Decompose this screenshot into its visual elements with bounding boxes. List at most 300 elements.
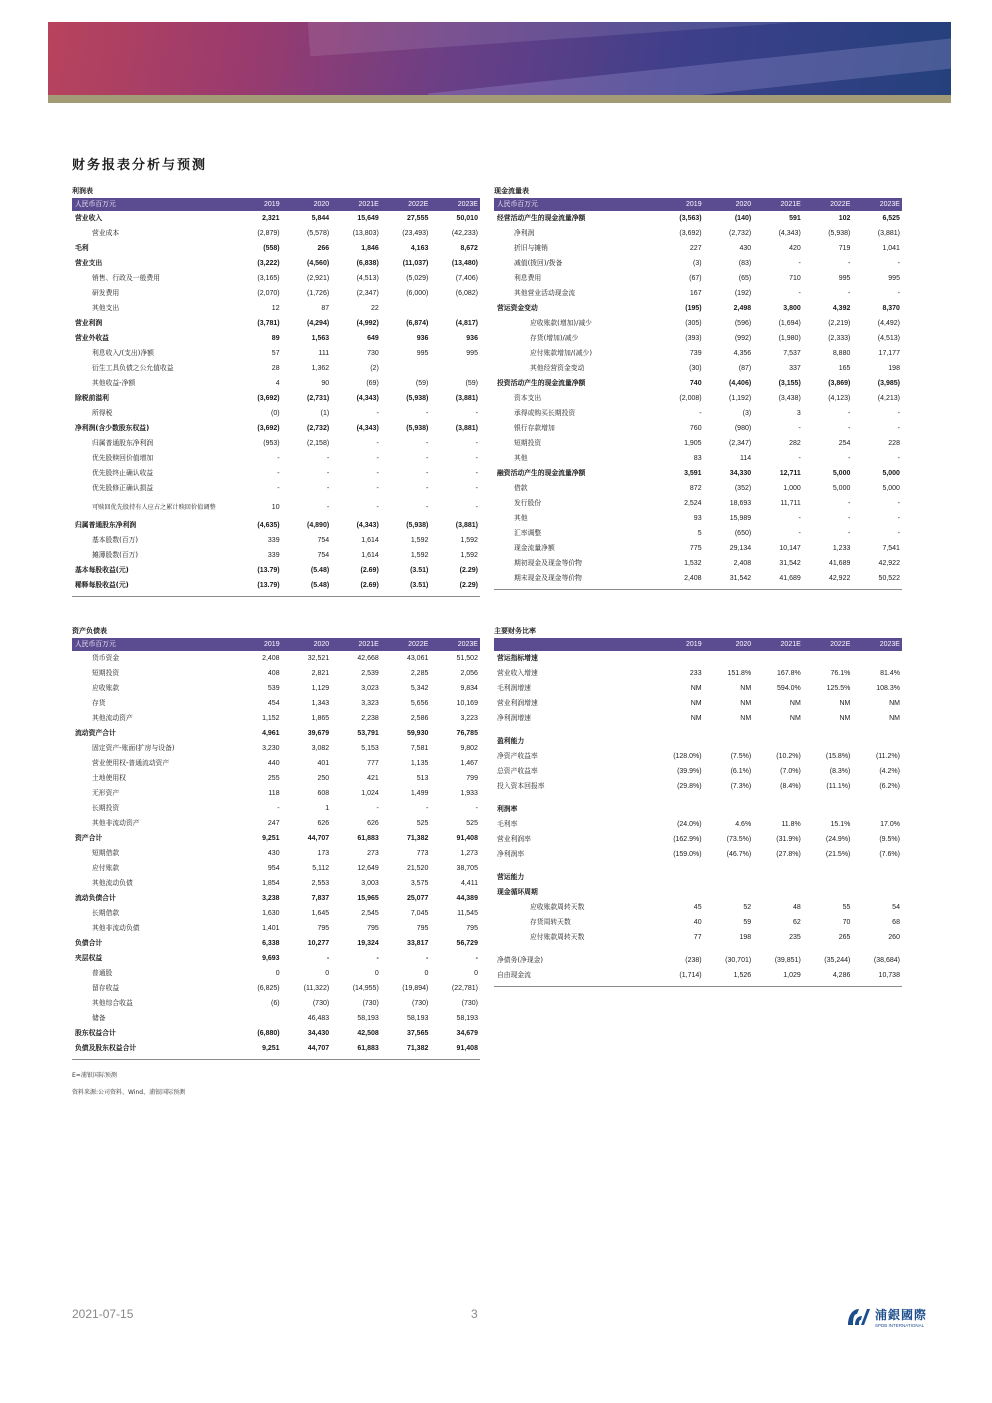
cell-value: (73.5%) [726,836,752,843]
cell-value: (3,438) [778,395,801,402]
cell-value: 626 [367,820,379,827]
cell-value: 8,880 [832,350,851,357]
table-row [72,578,480,593]
cell-value: 2,408 [733,560,752,567]
cell-value: 1,135 [410,760,429,767]
cell-value: (4,492) [877,320,900,327]
cell-value: 91,408 [456,835,478,842]
notes [72,1067,185,1101]
cell-value: 337 [789,365,801,372]
cell-value: 4,163 [410,245,429,252]
cell-value: 1,029 [783,972,801,979]
cell-value: 430 [267,850,280,857]
income-statement-panel [72,184,480,597]
cell-value: (13.79) [257,582,280,589]
cell-value: (39,851) [774,957,801,964]
cell-value: (4,343) [356,395,379,402]
cell-value: (6,000) [406,290,429,297]
cell-value: (2,158) [307,440,330,447]
cell-value: 719 [838,245,851,252]
cell-value: 151.8% [727,670,752,677]
cell-value: (1) [320,410,330,417]
cell-value: 2,056 [460,670,478,677]
cell-value: (2,921) [307,275,330,282]
cell-value: - [475,440,478,447]
row-label: 营业支出 [75,259,103,267]
table-row [72,651,480,666]
cell-value: 608 [317,790,330,797]
cell-value: (4,343) [356,522,379,529]
cell-value [852,870,902,885]
cell-value: 1,563 [311,335,330,342]
table-row [72,876,480,891]
year-header: 2022E [830,201,851,208]
table-row [494,711,902,726]
cell-value: 3,591 [684,470,702,477]
table-row [72,666,480,681]
cell-value: 454 [267,700,280,707]
cell-value: 255 [267,775,280,782]
cell-value: - [897,290,900,297]
cell-value: 273 [367,850,379,857]
cell-value: 71,382 [406,835,429,842]
cell-value: 51,502 [456,655,478,662]
cell-value: 31,542 [729,575,752,582]
cell-value: - [848,515,851,522]
cell-value: 754 [317,537,330,544]
year-header: 2023E [457,201,478,208]
cell-value: 3,800 [783,305,801,312]
cell-value: 3,003 [361,880,379,887]
cell-value: 5,656 [410,700,429,707]
cell-value: (2.69) [360,567,379,574]
cell-value: 7,537 [783,350,801,357]
cell-value: 18,693 [729,500,752,507]
cell-value: 5,153 [361,745,379,752]
cell-value: 2,553 [311,880,330,887]
table-row [494,541,902,556]
cell-value: 3,223 [460,715,478,722]
cell-value: (596) [734,320,752,327]
cell-value: 4,286 [832,972,851,979]
cell-value: (2.69) [360,582,379,589]
cell-value [803,734,853,749]
table-row [72,936,480,951]
cell-value: (4,560) [307,260,330,267]
cell-value: - [897,425,900,432]
cell-value [704,870,754,885]
cell-value: - [326,503,330,511]
spacer-row [494,726,902,734]
row-label: 其他收益-净额 [92,379,136,387]
cell-value: NM [889,715,900,722]
cell-value: 250 [317,775,330,782]
cell-value: 1 [325,805,330,812]
row-label: 固定资产-账面(扩房与设备) [92,744,175,752]
cell-value: 730 [367,350,379,357]
table-row [72,726,480,741]
cell-value: 31,542 [779,560,801,567]
cell-value: - [376,503,379,511]
row-label: 总资产收益率 [497,767,538,775]
cell-value: (3,563) [679,215,702,222]
cell-value [852,885,902,900]
cell-value: (5,029) [406,275,429,282]
row-label: 普通股 [92,969,113,977]
year-header: 2019 [686,641,702,648]
cell-value: 40 [693,919,702,926]
logo-text-en: SPDB INTERNATIONAL [875,1323,925,1328]
cell-value: (11,037) [402,260,429,267]
cell-value: 594.0% [777,685,801,692]
cell-value: (46.7%) [726,851,752,858]
cell-value: - [475,410,478,417]
row-label: 其他流动负债 [92,879,133,887]
row-label: 优先股赎回价值增加 [92,454,154,462]
table-end-rule [72,1059,480,1060]
cell-value: 254 [838,440,851,447]
cell-value: 795 [416,925,429,932]
cell-value: (953) [263,440,280,447]
cell-value: 33,817 [406,940,429,947]
row-label: 借款 [514,484,528,492]
row-label: 所得税 [92,409,113,417]
row-label: 发行股份 [514,499,542,507]
table-row [494,361,902,376]
spacer-row [494,862,902,870]
cell-value: NM [789,715,801,722]
section-title: 利润表 [72,187,93,195]
cell-value: - [848,260,851,267]
table-row [494,915,902,930]
row-label: 留存收益 [92,984,120,992]
cell-value [852,651,902,666]
cell-value: 2,285 [410,670,429,677]
cell-value: (31.9%) [776,836,801,843]
table-row [72,271,480,286]
cell-value: 7,581 [410,745,429,752]
cell-value: (24.9%) [825,836,851,843]
cell-value: 58,193 [456,1015,478,1022]
cell-value: NM [690,715,702,722]
cell-value: 12,711 [779,470,801,477]
cell-value: 11,545 [457,910,478,917]
cell-value: 10 [271,503,280,511]
row-label: 净利润(含少数股东权益) [75,424,150,432]
cell-value [852,802,902,817]
table-row [494,847,902,862]
cell-value: - [475,455,478,462]
cell-value: (4,992) [356,320,379,327]
cell-value: 0 [424,970,429,977]
cell-value: (2,347) [729,440,752,447]
row-label: 营运能力 [497,873,525,881]
cell-value: 5,000 [882,485,900,492]
cell-value: (19,894) [402,985,429,992]
cell-value: 740 [689,380,702,387]
cell-value: - [897,410,900,417]
footer-date: 2021-07-15 [72,1307,134,1321]
cell-value: (2,333) [828,335,851,342]
row-label: 折旧与摊销 [514,244,548,252]
cell-value: 710 [789,275,801,282]
row-label: 利润率 [497,805,518,813]
section-title: 现金流量表 [494,187,529,195]
row-label: 存货 [92,699,106,707]
table-end-rule [494,986,902,987]
row-label: 研发费用 [92,289,120,297]
row-label: 应收账款 [92,684,120,692]
cell-value: (4.2%) [879,768,900,775]
cell-value: 995 [888,275,900,282]
cell-value [803,802,853,817]
year-header: 2022E [408,201,429,208]
cell-value: 5,000 [832,485,851,492]
cell-value: 265 [838,934,851,941]
cell-value: 795 [317,925,330,932]
cell-value: 173 [317,850,330,857]
cell-value [654,802,704,817]
header-unit-label [494,638,654,651]
cell-value: (7,406) [455,275,478,282]
cell-value: 28 [271,365,280,372]
row-label: 期初现金及现金等价物 [514,559,582,567]
cell-value: - [326,485,330,492]
year-header: 2023E [457,641,478,648]
spacer-row [494,945,902,953]
row-label: 基本每股收益(元) [75,566,129,574]
cell-value: 3,238 [262,895,280,902]
row-label: 其他综合收益 [92,999,133,1007]
table-row [72,801,480,816]
cell-value: - [798,290,801,297]
cell-value: 421 [367,775,379,782]
cell-value: 773 [416,850,429,857]
row-label: 归属普通股东净利润 [75,521,137,529]
logo-text-cn: 浦銀國際 [875,1308,928,1322]
row-label: 资产合计 [75,834,103,842]
table-row [494,930,902,945]
cell-value: 61,883 [357,835,379,842]
row-label: 毛利 [75,244,89,252]
row-label: 减值(拨回)/拨备 [514,259,563,267]
row-label: 现金循环周期 [497,888,538,896]
section-title: 资产负债表 [72,627,107,635]
cell-value: 54 [892,904,900,911]
cell-value: (11.2%) [875,753,900,760]
table-row [72,406,480,421]
row-label: 营业收入 [75,214,103,222]
year-header: 2022E [408,641,429,648]
table-row [72,981,480,996]
cell-value: - [426,470,429,477]
cell-value: (3,692) [679,230,702,237]
cell-value: (30,701) [725,957,752,964]
cell-value: NM [839,715,851,722]
year-header: 2019 [686,201,702,208]
cell-value: 9,251 [262,835,280,842]
row-label: 银行存款增加 [514,424,555,432]
cell-value: (5.48) [310,582,330,589]
cell-value: 591 [789,215,801,222]
cell-value: 3,323 [361,700,379,707]
cell-value: NM [690,700,702,707]
cell-value: 61,883 [357,1045,379,1052]
cell-value: (2,732) [307,425,330,432]
row-label: 储备 [92,1014,106,1022]
table-row [494,481,902,496]
year-header: 2020 [735,641,752,648]
table-row [494,556,902,571]
row-label: 其他支出 [92,304,120,312]
cell-value: (7.5%) [730,753,752,760]
cell-value: 50,522 [878,575,900,582]
cell-value: - [426,410,429,417]
cell-value: (352) [734,485,752,492]
row-label: 衍生工具负债之公允值收益 [92,364,174,372]
cell-value: 42,922 [828,575,851,582]
row-label: 其他经营资金变动 [530,364,585,372]
spdb-logo-icon [845,1305,871,1329]
table-row [494,885,902,900]
cell-value: 2,238 [361,715,379,722]
table-row [494,421,902,436]
cell-value: (3) [693,260,702,267]
cell-value: (3,869) [828,380,851,387]
table-row [494,226,902,241]
company-logo [845,1303,935,1333]
cell-value: 525 [466,820,478,827]
cell-value: (6,838) [356,260,379,267]
cell-value: (83) [738,260,752,267]
table-row [72,391,480,406]
table-row [72,496,480,518]
cell-value: - [848,410,851,417]
cell-value: (1,192) [729,395,752,402]
cell-value [654,734,704,749]
cell-value: (3,155) [778,380,801,387]
cell-value: (24.0%) [677,821,702,828]
row-label: 利息费用 [514,274,542,282]
year-header: 2021E [358,641,379,648]
cell-value: 420 [789,245,801,252]
year-header: 2019 [264,641,280,648]
table-row [72,891,480,906]
cell-value: (27.8%) [776,851,801,858]
cell-value: (59) [415,380,429,387]
table-row [72,421,480,436]
table-row [494,301,902,316]
cell-value: 995 [416,350,429,357]
cell-value: 936 [466,335,478,342]
cell-value: (8.3%) [829,768,851,775]
row-label: 投资活动产生的现金流量净额 [497,379,586,387]
cell-value: (30) [689,365,702,372]
row-label: 应付账款 [92,864,120,872]
cell-value: - [897,455,900,462]
row-label: 净资产收益率 [497,752,538,760]
cell-value: 10,277 [307,940,330,947]
cell-value: 70 [842,919,851,926]
cell-value: (2,731) [307,395,330,402]
cell-value: 37,565 [406,1030,429,1037]
cell-value: 9,834 [460,685,478,692]
cell-value: - [326,455,330,462]
cell-value: (393) [685,335,702,342]
cell-value: 339 [267,537,280,544]
cell-value: (35,244) [824,957,851,964]
cell-value: 17.0% [880,821,900,828]
cell-value [381,301,431,316]
cell-value [852,734,902,749]
row-label: 应收账款(增加)/减少 [530,319,592,327]
cell-value: 4,392 [832,305,851,312]
row-label: 营运资金变动 [497,304,538,312]
table-row [494,256,902,271]
cell-value: 266 [317,245,330,252]
cell-value: 22 [370,305,379,312]
cell-value: 5,000 [832,470,851,477]
table-row [494,346,902,361]
cell-value: (980) [734,425,752,432]
cell-value: 339 [267,552,280,559]
cell-value [654,651,704,666]
table-row [72,921,480,936]
cell-value: 777 [367,760,379,767]
table-row [72,211,480,226]
table-row [494,391,902,406]
year-header: 2023E [879,201,900,208]
table-row [494,968,902,983]
cell-value: 9,251 [262,1045,280,1052]
row-label: 资本支出 [514,394,542,402]
cell-value: 39,679 [307,730,330,737]
cell-value: (140) [734,215,752,222]
cell-value: - [475,955,478,962]
cell-value: 3,023 [361,685,379,692]
row-label: 净利润增速 [497,714,531,722]
row-label: 毛利率 [497,820,518,828]
cell-value: (730) [412,1000,429,1007]
row-label: 短期借款 [92,849,120,857]
cell-value: 108.3% [876,685,900,692]
cell-value: 56,729 [456,940,478,947]
cell-value: 401 [317,760,330,767]
cell-value: 2,821 [311,670,330,677]
cell-value: (195) [685,305,702,312]
cell-value: 2,498 [733,305,752,312]
cell-value: (7.3%) [730,783,752,790]
financial-ratios-panel [494,624,902,987]
cell-value: (4,343) [778,230,801,237]
cell-value: 57 [271,350,280,357]
cell-value: 9,693 [262,955,280,962]
table-row [72,361,480,376]
table-row [72,376,480,391]
cell-value: 7,837 [311,895,330,902]
header-gold-bar [48,95,951,103]
cell-value: 440 [267,760,280,767]
table-row [72,1041,480,1056]
cell-value: (2) [370,365,379,372]
forecast-note: E=浦银国际预测 [72,1072,117,1079]
cell-value: (59) [465,380,478,387]
row-label: 期末现金及现金等价物 [514,574,582,582]
year-header: 2020 [735,201,752,208]
cell-value: (1,726) [307,290,330,297]
cell-value: (3,881) [455,425,478,432]
row-label: 可赎回优先股持有人应占之累计赎回价值调整 [92,503,216,511]
